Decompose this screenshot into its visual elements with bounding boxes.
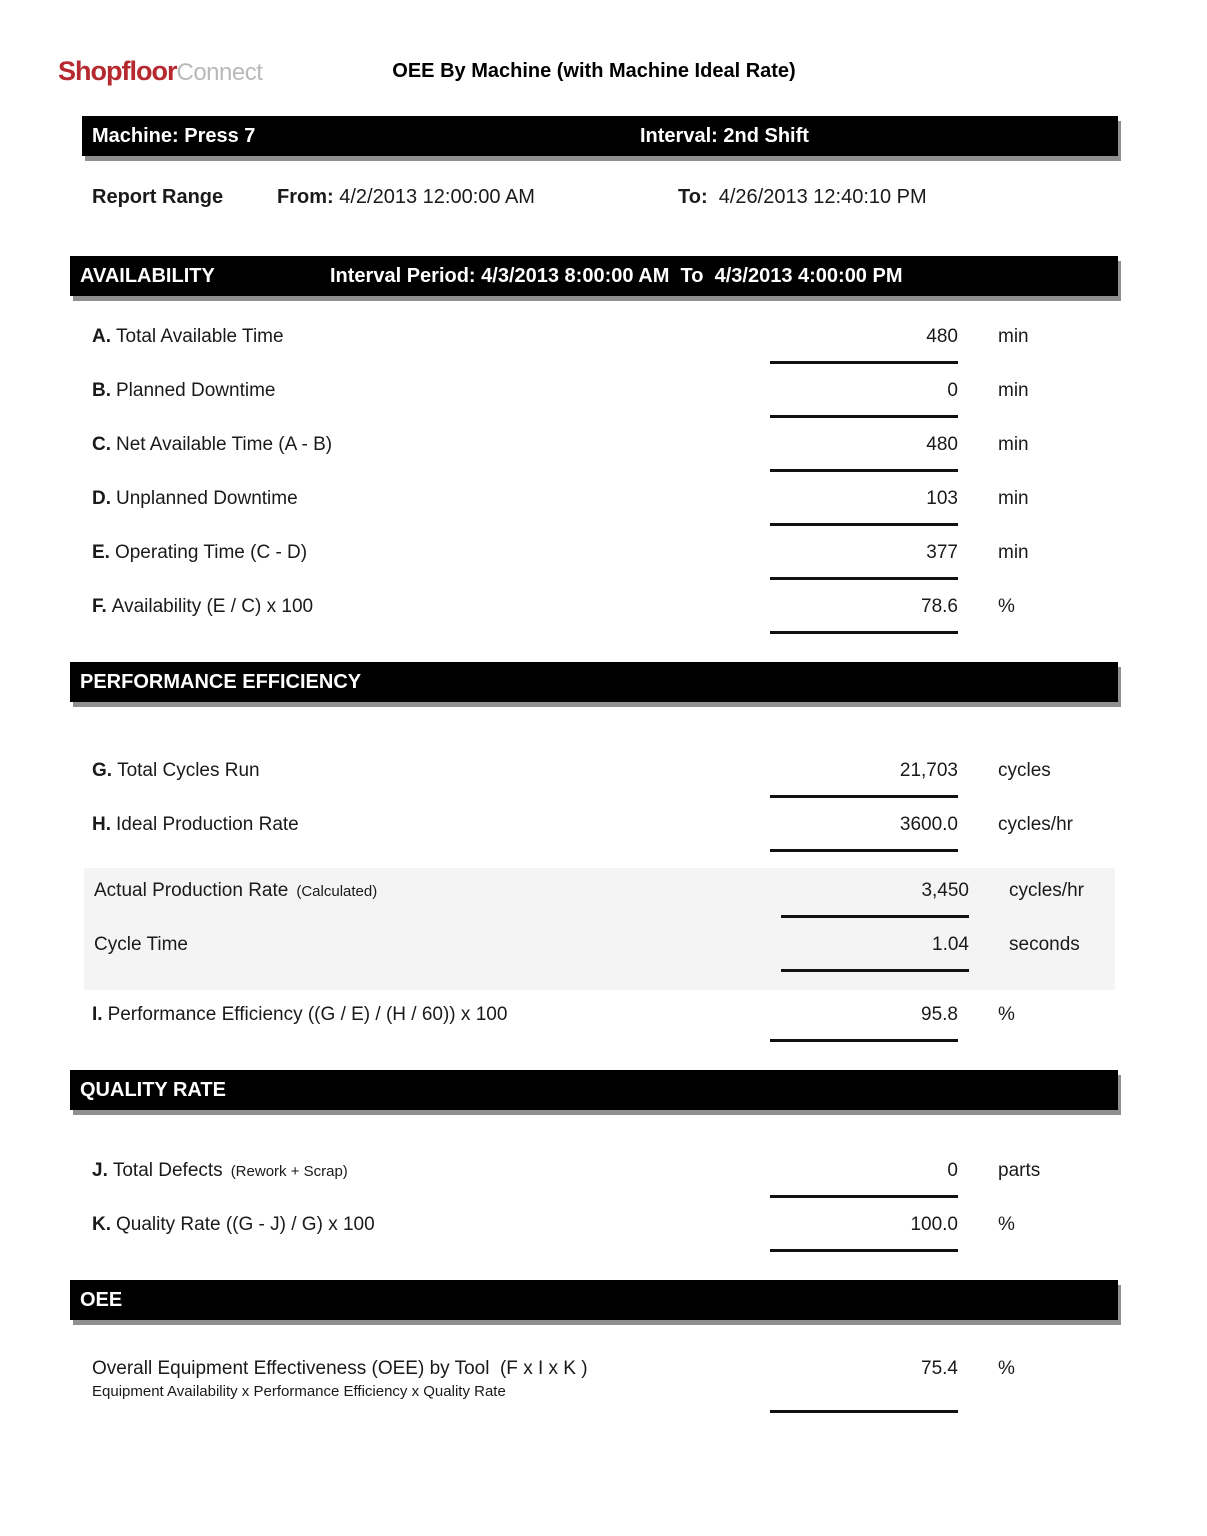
row-prefix: J. bbox=[92, 1160, 108, 1181]
row-prefix: G. bbox=[92, 760, 113, 781]
to-label: To: bbox=[678, 186, 708, 208]
to-value: 4/26/2013 12:40:10 PM bbox=[718, 186, 927, 208]
quality-section-header bbox=[70, 1070, 1118, 1110]
row-actual-production-rate bbox=[84, 880, 1115, 918]
row-label: Planned Downtime bbox=[116, 380, 276, 401]
row-value: 100.0 bbox=[770, 1214, 958, 1252]
row-prefix: B. bbox=[92, 380, 111, 401]
row-label: Availability (E / C) x 100 bbox=[111, 596, 314, 617]
report-range-to bbox=[678, 186, 927, 209]
row-value: 0 bbox=[770, 380, 958, 418]
report-header bbox=[58, 56, 1118, 102]
availability-section bbox=[70, 256, 1118, 634]
availability-rows bbox=[70, 326, 1118, 634]
row-cycle-time bbox=[84, 934, 1115, 972]
row-total-available-time bbox=[70, 326, 1118, 364]
row-prefix: H. bbox=[92, 814, 111, 835]
performance-section bbox=[70, 662, 1118, 1042]
oee-section-header bbox=[70, 1280, 1118, 1320]
row-unit: cycles bbox=[998, 760, 1051, 781]
row-label: Total Defects bbox=[112, 1160, 223, 1181]
row-availability-pct bbox=[70, 596, 1118, 634]
availability-section-header bbox=[70, 256, 1118, 296]
quality-title: QUALITY RATE bbox=[80, 1079, 226, 1101]
row-label: Net Available Time (A - B) bbox=[116, 434, 333, 455]
row-unit: % bbox=[998, 1214, 1015, 1235]
report-range-from bbox=[277, 186, 535, 209]
row-ideal-production-rate bbox=[70, 814, 1118, 852]
row-operating-time bbox=[70, 542, 1118, 580]
row-label: Ideal Production Rate bbox=[116, 814, 299, 835]
row-label: Cycle Time bbox=[94, 934, 188, 955]
row-label: Actual Production Rate bbox=[94, 880, 289, 901]
row-value: 480 bbox=[770, 326, 958, 364]
row-unit: % bbox=[998, 596, 1015, 617]
row-note: (Rework + Scrap) bbox=[230, 1163, 348, 1180]
row-unit: cycles/hr bbox=[998, 814, 1073, 835]
performance-section-header bbox=[70, 662, 1118, 702]
row-prefix: D. bbox=[92, 488, 111, 509]
row-value: 103 bbox=[770, 488, 958, 526]
machine-label: Machine: Press 7 bbox=[92, 125, 256, 147]
oee-rows bbox=[70, 1358, 1118, 1413]
machine-interval-bar bbox=[82, 116, 1118, 156]
row-planned-downtime bbox=[70, 380, 1118, 418]
oee-title: OEE bbox=[80, 1289, 123, 1311]
logo-shopfloor: Shopfloor bbox=[58, 56, 177, 86]
row-value: 3600.0 bbox=[770, 814, 958, 852]
row-label: Total Cycles Run bbox=[117, 760, 260, 781]
from-label: From: bbox=[277, 186, 334, 208]
row-unit: cycles/hr bbox=[1009, 880, 1084, 901]
interval-label: Interval: 2nd Shift bbox=[640, 125, 809, 147]
row-unit: min bbox=[998, 326, 1029, 347]
oee-row-label: Overall Equipment Effectiveness (OEE) by Tool (F x I x K ) bbox=[92, 1358, 588, 1379]
page-title: OEE By Machine (with Machine Ideal Rate) bbox=[392, 60, 796, 82]
row-unit: parts bbox=[998, 1160, 1041, 1181]
row-total-cycles-run bbox=[70, 760, 1118, 798]
report-range-label: Report Range bbox=[92, 186, 224, 208]
row-oee bbox=[70, 1358, 1118, 1413]
row-unit: min bbox=[998, 434, 1029, 455]
interval-period-label: Interval Period: 4/3/2013 8:00:00 AM To 4/3/2013 4:00:00 PM bbox=[330, 265, 903, 287]
performance-rows bbox=[70, 760, 1118, 1042]
row-label: Total Available Time bbox=[116, 326, 284, 347]
row-note: (Calculated) bbox=[296, 883, 378, 900]
report-range-row bbox=[70, 186, 1118, 212]
row-prefix: F. bbox=[92, 596, 107, 617]
row-unplanned-downtime bbox=[70, 488, 1118, 526]
row-prefix: C. bbox=[92, 434, 111, 455]
row-unit: % bbox=[998, 1004, 1015, 1025]
row-value: 0 bbox=[770, 1160, 958, 1198]
row-total-defects bbox=[70, 1160, 1118, 1198]
row-value: 480 bbox=[770, 434, 958, 472]
row-value: 95.8 bbox=[770, 1004, 958, 1042]
row-value: 377 bbox=[770, 542, 958, 580]
row-label: Unplanned Downtime bbox=[116, 488, 298, 509]
oee-section bbox=[70, 1280, 1118, 1413]
from-value: 4/2/2013 12:00:00 AM bbox=[339, 186, 535, 208]
performance-title: PERFORMANCE EFFICIENCY bbox=[80, 671, 362, 693]
row-unit: min bbox=[998, 542, 1029, 563]
row-unit: min bbox=[998, 488, 1029, 509]
row-performance-efficiency bbox=[70, 1004, 1118, 1042]
row-label: Quality Rate ((G - J) / G) x 100 bbox=[116, 1214, 375, 1235]
row-prefix: A. bbox=[92, 326, 111, 347]
row-prefix: E. bbox=[92, 542, 110, 563]
row-prefix: I. bbox=[92, 1004, 103, 1025]
availability-title: AVAILABILITY bbox=[80, 265, 215, 287]
row-value: 75.4 bbox=[770, 1358, 958, 1413]
row-value: 21,703 bbox=[770, 760, 958, 798]
row-net-available-time bbox=[70, 434, 1118, 472]
quality-rows bbox=[70, 1160, 1118, 1252]
row-prefix: K. bbox=[92, 1214, 111, 1235]
row-label: Performance Efficiency ((G / E) / (H / 60)) x 100 bbox=[107, 1004, 508, 1025]
row-unit: % bbox=[998, 1358, 1015, 1379]
calculated-rows-band bbox=[84, 868, 1115, 990]
quality-section bbox=[70, 1070, 1118, 1252]
oee-row-sublabel: Equipment Availability x Performance Efficiency x Quality Rate bbox=[92, 1383, 506, 1400]
row-value: 3,450 bbox=[781, 880, 969, 918]
row-quality-rate bbox=[70, 1214, 1118, 1252]
row-label: Operating Time (C - D) bbox=[114, 542, 308, 563]
row-value: 1.04 bbox=[781, 934, 969, 972]
logo-connect: Connect bbox=[176, 59, 263, 86]
row-value: 78.6 bbox=[770, 596, 958, 634]
row-unit: min bbox=[998, 380, 1029, 401]
row-unit: seconds bbox=[1009, 934, 1080, 955]
